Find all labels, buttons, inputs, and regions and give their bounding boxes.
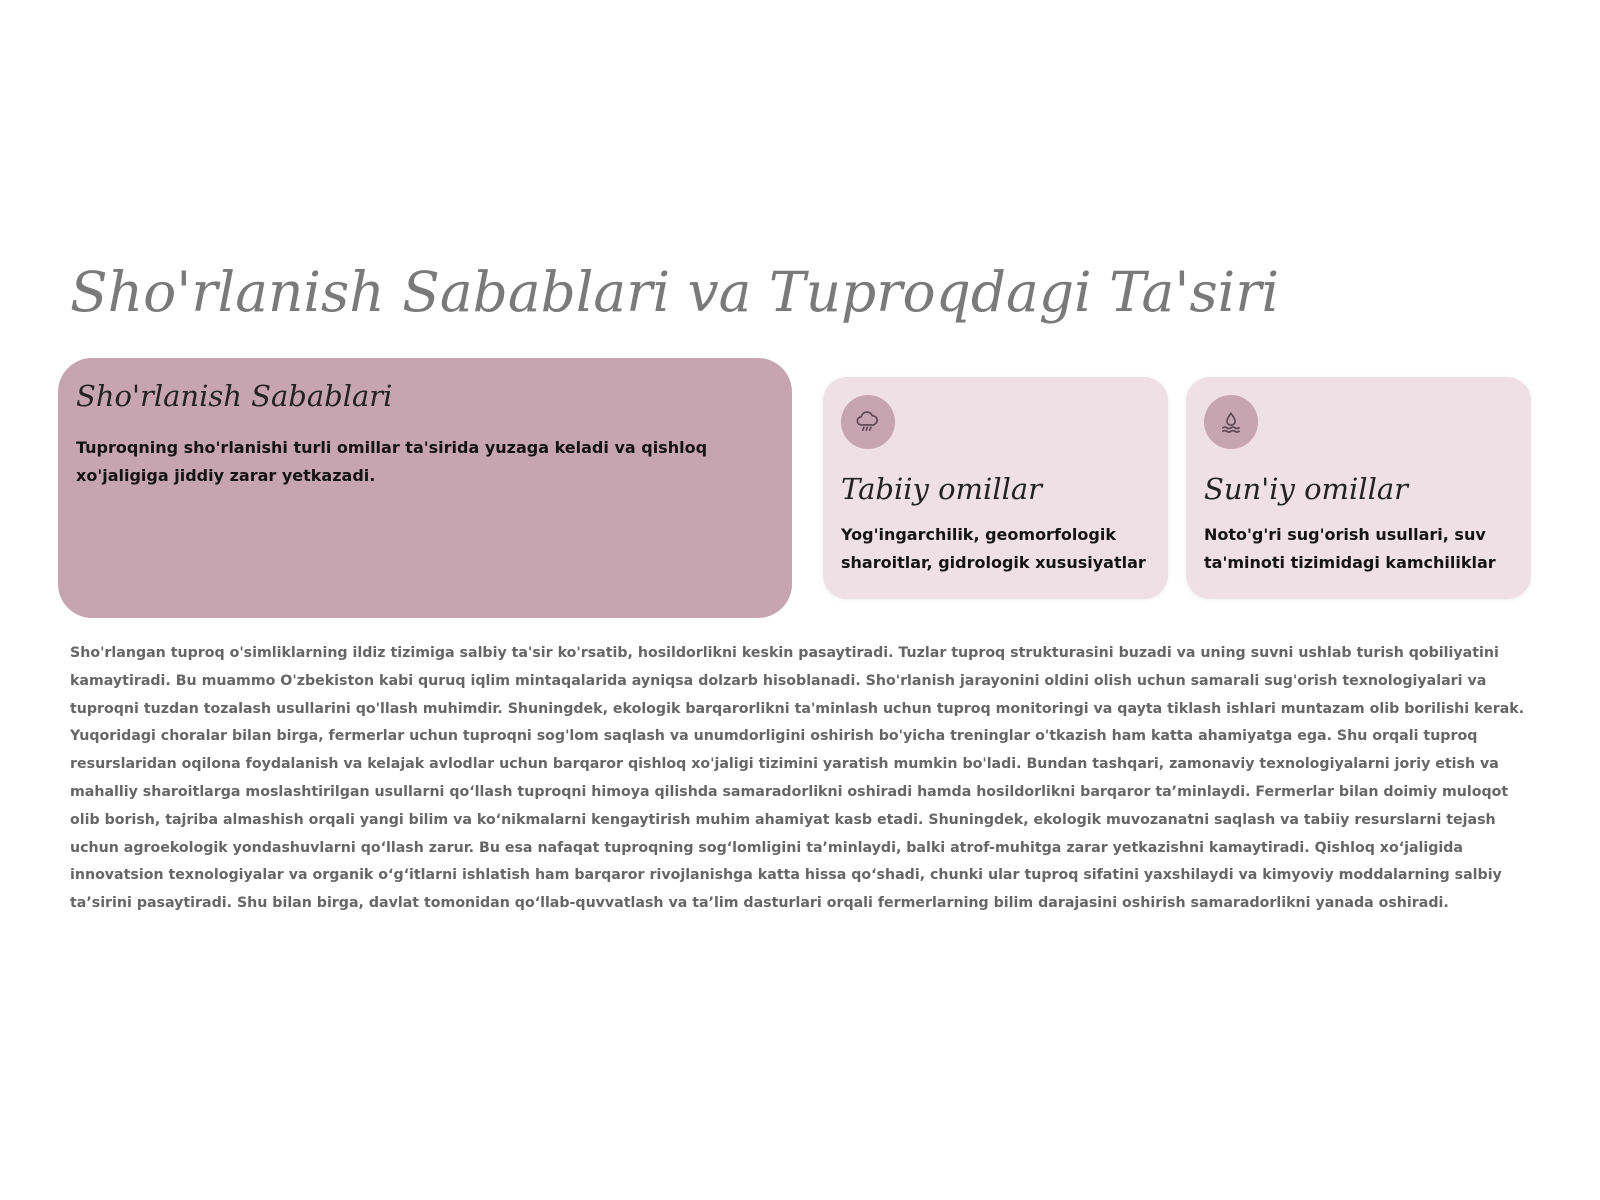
card-artificial-factors <box>1186 377 1531 599</box>
card-artificial-heading: Sun'iy omillar <box>1204 472 1409 506</box>
main-card-causes <box>58 358 792 618</box>
main-card-text: Tuproqning sho'rlanishi turli omillar ta'sirida yuzaga keladi va qishloq xo'jaligiga jiddiy zarar yetkazadi. <box>76 438 708 485</box>
card-artificial-text: Noto'g'ri sug'orish usullari, suv ta'minoti tizimidagi kamchiliklar <box>1204 525 1496 572</box>
card-natural-text: Yog'ingarchilik, geomorfologik sharoitlar, gidrologik xususiyatlar <box>841 525 1146 572</box>
cloud-rain-icon <box>841 395 895 449</box>
card-natural-factors <box>823 377 1168 599</box>
card-natural-heading: Tabiiy omillar <box>841 472 1043 506</box>
page-title: Sho'rlanish Sabablari va Tuproqdagi Ta'siri <box>70 260 1280 324</box>
body-paragraph: Sho'rlangan tuproq o'simliklarning ildiz tizimiga salbiy ta'sir ko'rsatib, hosildorlikni keskin pasaytiradi. Tuzlar tuproq strukturasini buzadi va uning suvni ushlab turish qobiliyatini kamaytiradi. Bu muammo O'zbekiston kabi quruq iqlim mintaqalarida ayniqsa dolzarb hisoblanadi. Sho'rlanish jarayonini oldini olish uchun samarali sug'orish texnologiyalari va tuproqni tuzdan tozalash usullarini qo'llash muhimdir. Shuningdek, ekologik barqarorlikni ta'minlash uchun tuproq monitoringi va qayta tiklash ishlari muntazam olib borilishi kerak. Yuqoridagi choralar bilan birga, fermerlar uchun tuproqni sog'lom saqlash va unumdorligini oshirish bo'yicha treninglar o'tkazish ham katta ahamiyatga ega. Shu orqali tuproq resurslaridan oqilona foydalanish va kelajak avlodlar uchun barqaror qishloq xo'jaligi tizimini yaratish mumkin bo'ladi. Bundan tashqari, zamonaviy texnologiyalarni joriy etish va mahalliy sharoitlarga moslashtirilgan usullarni qo‘llash tuproqni himoya qilishda samaradorlikni oshiradi hamda hosildorlikni barqaror ta’minlaydi. Fermerlar bilan doimiy muloqot olib borish, tajriba almashish orqali yangi bilim va ko‘nikmalarni kengaytirish muhim ahamiyat kasb etadi. Shuningdek, ekologik muvozanatni saqlash va tabiiy resurslarni tejash uchun agroekologik yondashuvlarni qo‘llash zarur. Bu esa nafaqat tuproqning sog‘lomligini ta’minlaydi, balki atrof-muhitga zarar yetkazishni kamaytiradi. Qishloq xo‘jaligida innovatsion texnologiyalar va organik o‘g‘itlarni ishlatish ham barqaror rivojlanishga katta hissa qo‘shadi, chunki ular tuproq sifatini yaxshilaydi va kimyoviy moddalarning salbiy ta’sirini pasaytiradi. Shu bilan birga, davlat tomonidan qo‘llab-quvvatlash va ta’lim dasturlari orqali fermerlarning bilim darajasini oshirish samaradorlikni yanada oshiradi. <box>70 645 1525 912</box>
water-drop-icon <box>1204 395 1258 449</box>
main-card-heading: Sho'rlanish Sabablari <box>76 379 393 413</box>
